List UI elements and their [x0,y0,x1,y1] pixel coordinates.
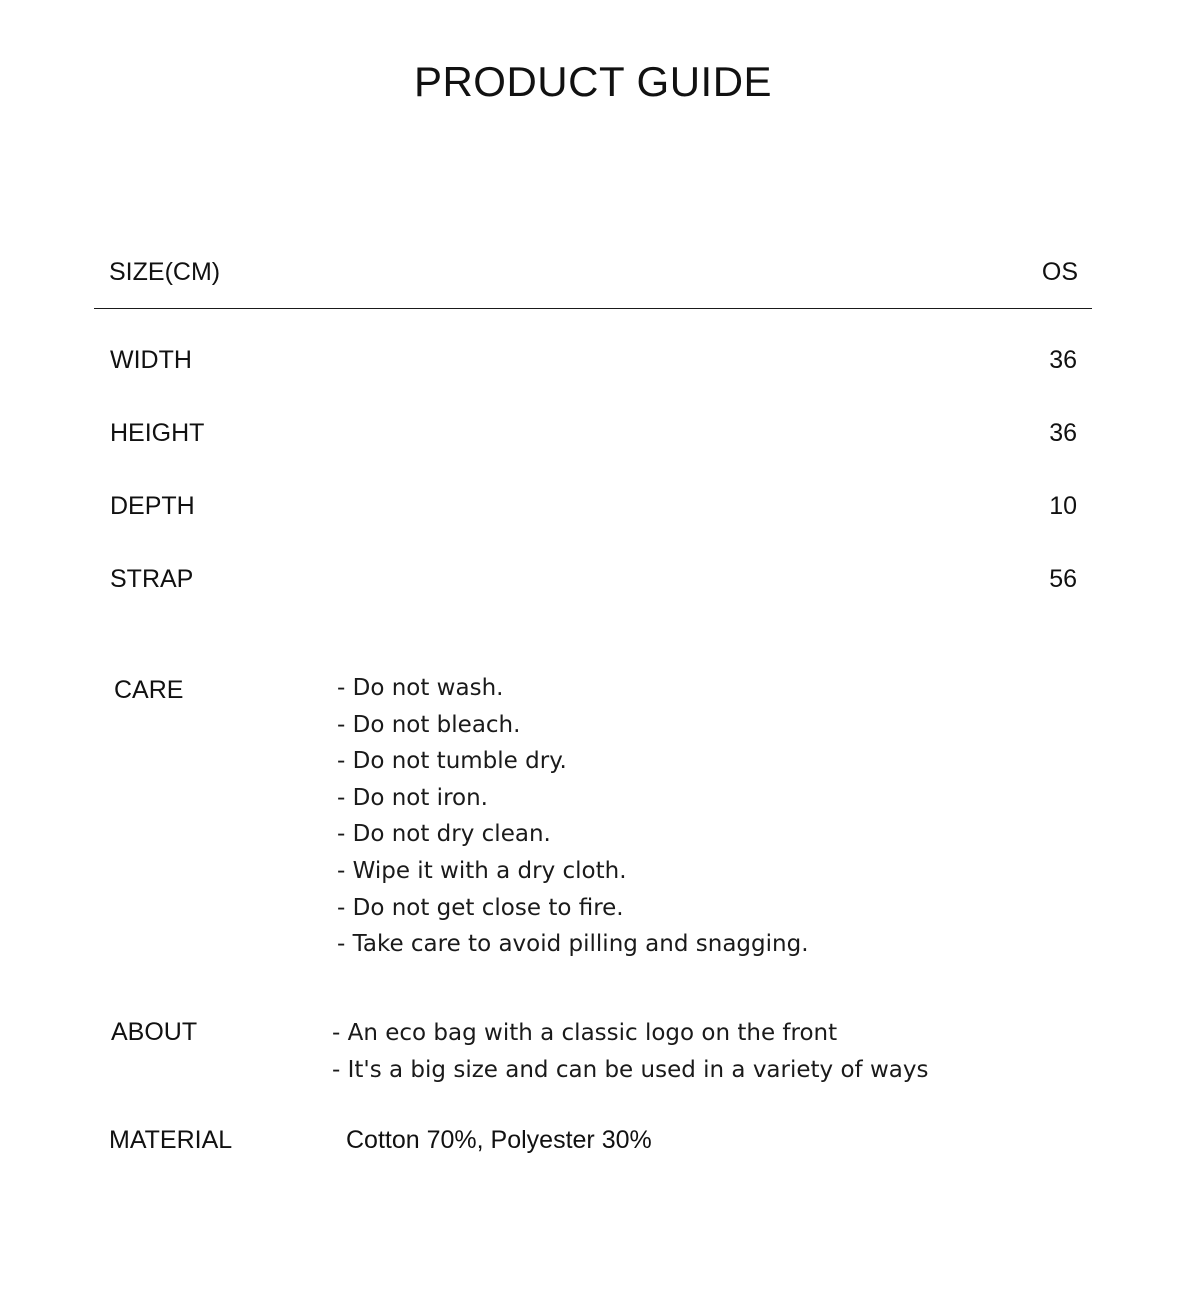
size-row-label: DEPTH [110,492,195,520]
about-description [332,1015,928,1088]
care-line: - Do not bleach. [337,711,521,738]
size-header-label: SIZE(CM) [109,258,221,286]
care-line: - Wipe it with a dry cloth. [337,857,627,884]
care-line: - Take care to avoid pilling and snagging. [337,931,809,958]
material-value: Cotton 70%, Polyester 30% [346,1126,652,1154]
material-label: MATERIAL [109,1126,233,1154]
care-instructions [337,670,809,963]
size-row-value: 36 [1049,346,1077,374]
size-row-width [110,346,1077,419]
care-label: CARE [114,676,184,704]
about-label: ABOUT [111,1018,198,1046]
size-row-label: STRAP [110,565,194,593]
about-line: - It's a big size and can be used in a variety of ways [332,1056,929,1083]
size-row-value: 10 [1049,492,1077,520]
care-line: - Do not wash. [337,675,504,701]
size-row-label: WIDTH [110,346,192,374]
size-header-size: OS [1041,258,1078,286]
care-line: - Do not dry clean. [337,821,551,848]
size-table-header [109,258,1078,294]
care-line: - Do not tumble dry. [337,748,567,775]
size-table-body [110,346,1077,638]
about-line: - An eco bag with a classic logo on the front [332,1020,838,1046]
size-table-divider [94,308,1092,309]
page-title: PRODUCT GUIDE [413,58,773,105]
size-row-label: HEIGHT [110,419,205,447]
size-row-strap [110,565,1077,638]
size-row-height [110,419,1077,492]
care-line: - Do not get close to fire. [337,894,624,921]
care-line: - Do not iron. [337,784,488,811]
size-row-depth [110,492,1077,565]
size-row-value: 56 [1049,565,1077,593]
size-row-value: 36 [1049,419,1077,447]
